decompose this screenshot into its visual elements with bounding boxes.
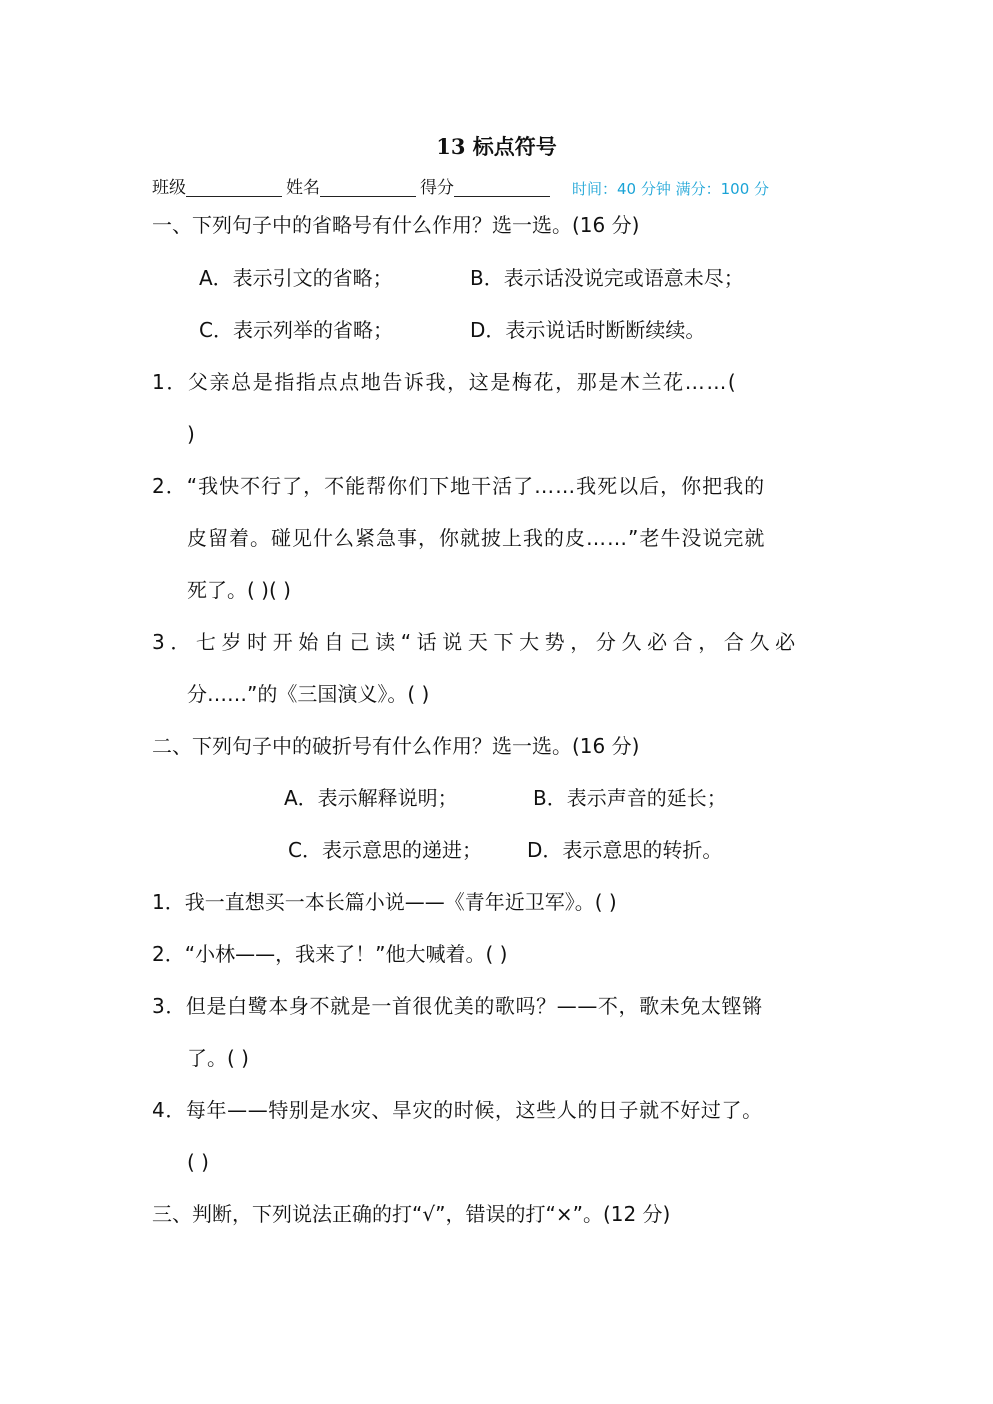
name-blank[interactable] [320, 176, 416, 197]
page-title: 13 标点符号 [436, 134, 557, 159]
part2-option-b: B．表示声音的延长； [533, 786, 727, 810]
part1-option-c: C．表示列举的省略； [199, 318, 393, 342]
part2-question-1: 1．我一直想买一本长篇小说——《青年近卫军》。( ) [152, 890, 617, 914]
part2-question-4: 4．每年——特别是水灾、旱灾的时候，这些人的日子就不好过了。 [152, 1098, 763, 1122]
part1-option-a: A．表示引文的省略； [199, 266, 393, 290]
part2-option-d: D．表示意思的转折。 [527, 838, 723, 862]
part3-heading: 三、判断，下列说法正确的打“√”，错误的打“×”。(12 分) [152, 1202, 671, 1226]
part2-question-3: 3．但是白鹭本身不就是一首很优美的歌吗？——不，歌未免太铿锵 [152, 994, 763, 1018]
part2-heading: 二、下列句子中的破折号有什么作用？选一选。(16 分) [152, 734, 640, 758]
part2-option-a: A．表示解释说明； [284, 786, 458, 810]
part1-option-d: D．表示说话时断断续续。 [470, 318, 706, 342]
part1-question-2-cont: 皮留着。碰见什么紧急事，你就披上我的皮……”老牛没说完就 [187, 526, 766, 550]
part1-question-2: 2．“我快不行了，不能帮你们下地干活了……我死以后，你把我的 [152, 474, 766, 498]
part2-question-2: 2．“小林——，我来了！”他大喊着。( ) [152, 942, 508, 966]
student-info-row [152, 176, 769, 197]
part2-option-c: C．表示意思的递进； [288, 838, 482, 862]
part2-question-4-cont: ( ) [187, 1150, 209, 1174]
part2-question-3-cont: 了。( ) [187, 1046, 249, 1070]
part1-heading: 一、下列句子中的省略号有什么作用？选一选。(16 分) [152, 213, 640, 237]
part1-question-3-cont: 分……”的《三国演义》。( ) [187, 682, 430, 706]
part1-question-1: 1．父亲总是指指点点地告诉我，这是梅花，那是木兰花……( [152, 370, 738, 394]
part1-question-1-cont: ) [187, 422, 195, 446]
part1-question-2-cont2: 死了。( )( ) [187, 578, 291, 602]
score-blank[interactable] [454, 176, 550, 197]
exam-meta: 时间：40 分钟 满分：100 分 [572, 180, 770, 198]
class-blank[interactable] [186, 176, 282, 197]
name-label: 姓名 [286, 178, 320, 198]
part1-question-3: 3．七岁时开始自己读“话说天下大势，分久必合，合久必 [152, 630, 801, 654]
score-label: 得分 [420, 178, 454, 198]
part1-option-b: B．表示话没说完或语意未尽； [470, 266, 744, 290]
class-label: 班级 [152, 178, 186, 198]
